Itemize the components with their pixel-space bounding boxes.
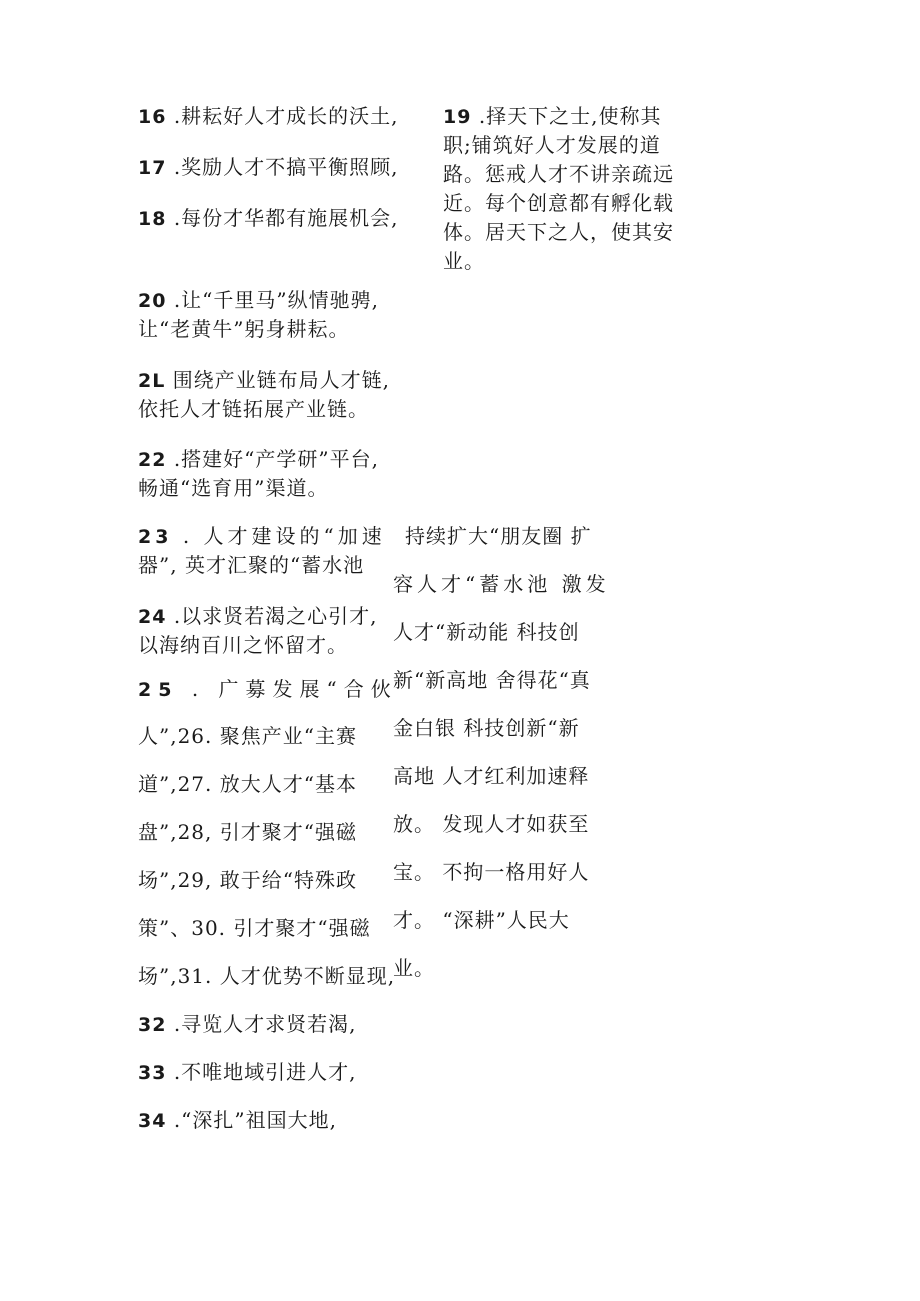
item-19-line: 业。 <box>443 249 485 273</box>
item-18 <box>138 204 399 234</box>
right-column-line: 人才“新动能 科技创 <box>393 620 580 644</box>
item-number: 20 <box>138 290 167 312</box>
item-text: .择天下之士,使称其 <box>478 104 662 128</box>
item-25-line: 场”,29, 敢于给“特殊政 <box>138 868 357 892</box>
item-number: 33 <box>138 1062 167 1084</box>
item-text: . 人才建设的“加速 <box>182 524 386 548</box>
item-32 <box>138 1010 357 1040</box>
item-text: .奖励人才不搞平衡照顾, <box>173 155 399 179</box>
item-25 <box>138 675 398 705</box>
item-19-line: 职;铺筑好人才发展的道 <box>443 133 661 157</box>
item-number: 2L <box>138 370 166 392</box>
item-number: 24 <box>138 606 167 628</box>
right-column-line: 容人才“蓄水池 激发 <box>393 572 610 596</box>
item-text: .以求贤若渴之心引才, <box>173 604 378 628</box>
item-24 <box>138 602 378 632</box>
item-25-line: 盘”,28, 引才聚才“强磁 <box>138 820 357 844</box>
item-19 <box>443 102 662 132</box>
item-21-line: 依托人才链拓展产业链。 <box>138 397 369 421</box>
item-25-line: 道”,27. 放大人才“基本 <box>138 772 357 796</box>
item-25-line: 策”、30. 引才聚才“强磁 <box>138 916 371 940</box>
item-21 <box>138 366 390 396</box>
item-text: .“深扎”祖国大地, <box>173 1108 337 1132</box>
right-column-line: 才。 “深耕”人民大 <box>393 908 570 932</box>
item-number: 19 <box>443 106 472 128</box>
item-25-line: 场”,31. 人才优势不断显现, <box>138 964 396 988</box>
item-text: .每份才华都有施展机会, <box>173 206 399 230</box>
item-text: 围绕产业链布局人才链, <box>172 368 391 392</box>
item-number: 23 <box>138 526 173 548</box>
item-16 <box>138 102 399 132</box>
right-column-line: 业。 <box>393 956 435 980</box>
right-column-line: 持续扩大“朋友圈 扩 <box>405 524 592 548</box>
item-text: .不唯地域引进人才, <box>173 1060 357 1084</box>
item-20 <box>138 286 379 316</box>
item-25-line: 人”,26. 聚焦产业“主赛 <box>138 724 357 748</box>
item-number: 22 <box>138 449 167 471</box>
item-24-line: 以海纳百川之怀留才。 <box>138 633 348 657</box>
item-number: 34 <box>138 1110 167 1132</box>
item-17 <box>138 153 399 183</box>
item-number: 17 <box>138 157 167 179</box>
item-23-line: 器”, 英才汇聚的“蓄水池 <box>138 553 365 577</box>
right-column-line: 金白银 科技创新“新 <box>393 716 580 740</box>
item-number: 18 <box>138 208 167 230</box>
item-22 <box>138 445 379 475</box>
right-column-line: 新“新高地 舍得花“真 <box>393 668 591 692</box>
item-33 <box>138 1058 357 1088</box>
item-text: .搭建好“产学研”平台, <box>173 447 379 471</box>
item-20-line: 让“老黄牛”躬身耕耘。 <box>138 317 350 341</box>
item-19-line: 体。居天下之人，使其安 <box>443 220 674 244</box>
item-number: 32 <box>138 1014 167 1036</box>
right-column-line: 高地 人才红利加速释 <box>393 764 590 788</box>
item-23 <box>138 522 386 552</box>
right-column-line: 放。 发现人才如获至 <box>393 812 590 836</box>
item-19-line: 近。每个创意都有孵化载 <box>443 191 674 215</box>
item-text: .让“千里马”纵情驰骋, <box>173 288 379 312</box>
item-number: 25 <box>138 679 179 701</box>
item-19-line: 路。惩戒人才不讲亲疏远 <box>443 162 674 186</box>
right-column-line: 宝。 不拘一格用好人 <box>393 860 590 884</box>
item-text: . 广募发展“合伙 <box>191 677 398 701</box>
item-number: 16 <box>138 106 167 128</box>
item-text: .耕耘好人才成长的沃土, <box>173 104 399 128</box>
item-34 <box>138 1106 337 1136</box>
item-text: .寻览人才求贤若渴, <box>173 1012 357 1036</box>
item-22-line: 畅通“选育用”渠道。 <box>138 476 329 500</box>
